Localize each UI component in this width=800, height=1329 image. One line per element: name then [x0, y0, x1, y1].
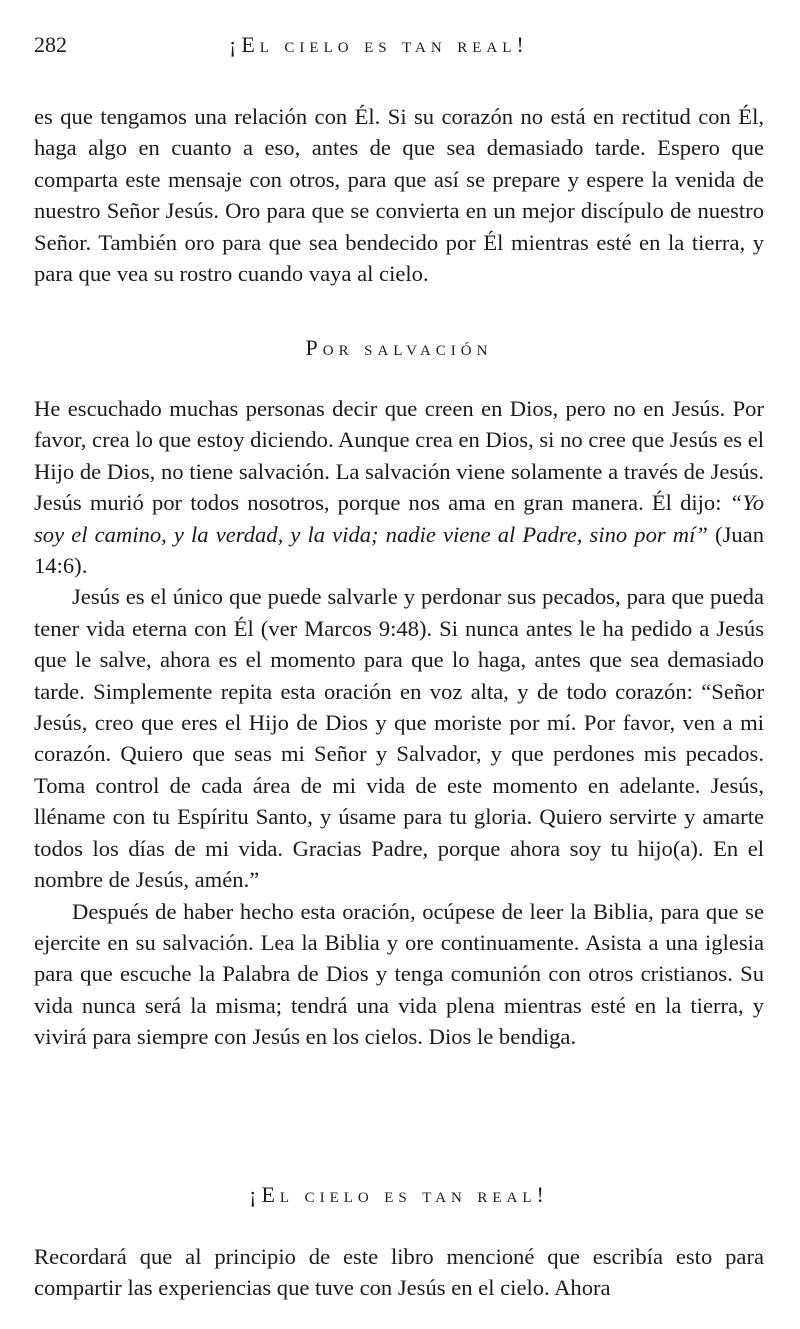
running-head: [34, 30, 764, 60]
salvation-heading: Por salvación: [305, 335, 493, 360]
salvation-paragraph-3: Después de haber hecho esta oración, ocúpese de leer la Biblia, para que se ejercite en su salvación. Lea la Biblia y ore continuamente. Asista a una iglesia para que escuche la Palabra de Dios y tenga comunión con otros cristianos. Su vida nunca será la misma; tendrá una vida plena mientras esté en la tierra, y vivirá para siempre con Jesús en los cielos. Dios le bendiga.: [34, 898, 764, 1050]
salvation-paragraph-1-text: He escuchado muchas personas decir que creen en Dios, pero no en Jesús. Por favor, crea lo que estoy diciendo. Aunque crea en Dios, si no cree que Jesús es el Hijo de Dios, no tiene salvación. La salvación viene solamente a través de Jesús. Jesús murió por todos nosotros, porque nos ama en gran manera. Él dijo:: [34, 396, 765, 516]
closing-heading: ¡El cielo es tan real!: [249, 1182, 549, 1207]
salvation-paragraph-1: [34, 393, 764, 581]
scripture-quote: “Yo soy el camino, y la verdad, y la vida; nadie viene al Padre, sino por mí”: [34, 490, 764, 547]
salvation-text-block: [34, 393, 764, 1053]
closing-text-block: [34, 1241, 764, 1304]
page-number: 282: [34, 32, 67, 57]
intro-text-block: [34, 101, 764, 289]
scripture-citation: (Juan 14:6).: [34, 521, 764, 579]
book-page: [34, 0, 764, 1329]
intro-paragraph: es que tengamos una relación con Él. Si su corazón no está en rectitud con Él, haga algo en cuanto a eso, antes de que sea demasiado tarde. Espero que comparta este mensaje con otros, para que así se prepare y espere la venida de nuestro Señor Jesús. Oro para que se convierta en un mejor discípulo de nuestro Señor. También oro para que sea bendecido por Él mientras esté en la tierra, y para que vea su rostro cuando vaya al cielo.: [34, 104, 764, 287]
salvation-paragraph-2: Jesús es el único que puede salvarle y perdonar sus pecados, para que pueda tener vida eterna con Él (ver Marcos 9:48). Si nunca antes le ha pedido a Jesús que le salve, ahora es el momento para que lo haga, antes que sea demasiado tarde. Simplemente repita esta oración en voz alta, y de todo corazón: “Señor Jesús, creo que eres el Hijo de Dios y que moriste por mí. Por favor, ven a mi corazón. Quiero que seas mi Señor y Salvador, y que perdones mis pecados. Toma control de cada área de mi vida de este momento en adelante. Jesús, lléname con tu Espíritu Santo, y úsame para tu gloria. Quiero servirte y amarte todos los días de mi vida. Gracias Padre, porque ahora soy tu hijo(a). En el nombre de Jesús, amén.”: [34, 584, 764, 893]
closing-paragraph: Recordará que al principio de este libro mencioné que escribía esto para compartir las experiencias que tuve con Jesús en el cielo. Ahora: [34, 1244, 764, 1301]
running-title: ¡El cielo es tan real!: [229, 32, 529, 57]
